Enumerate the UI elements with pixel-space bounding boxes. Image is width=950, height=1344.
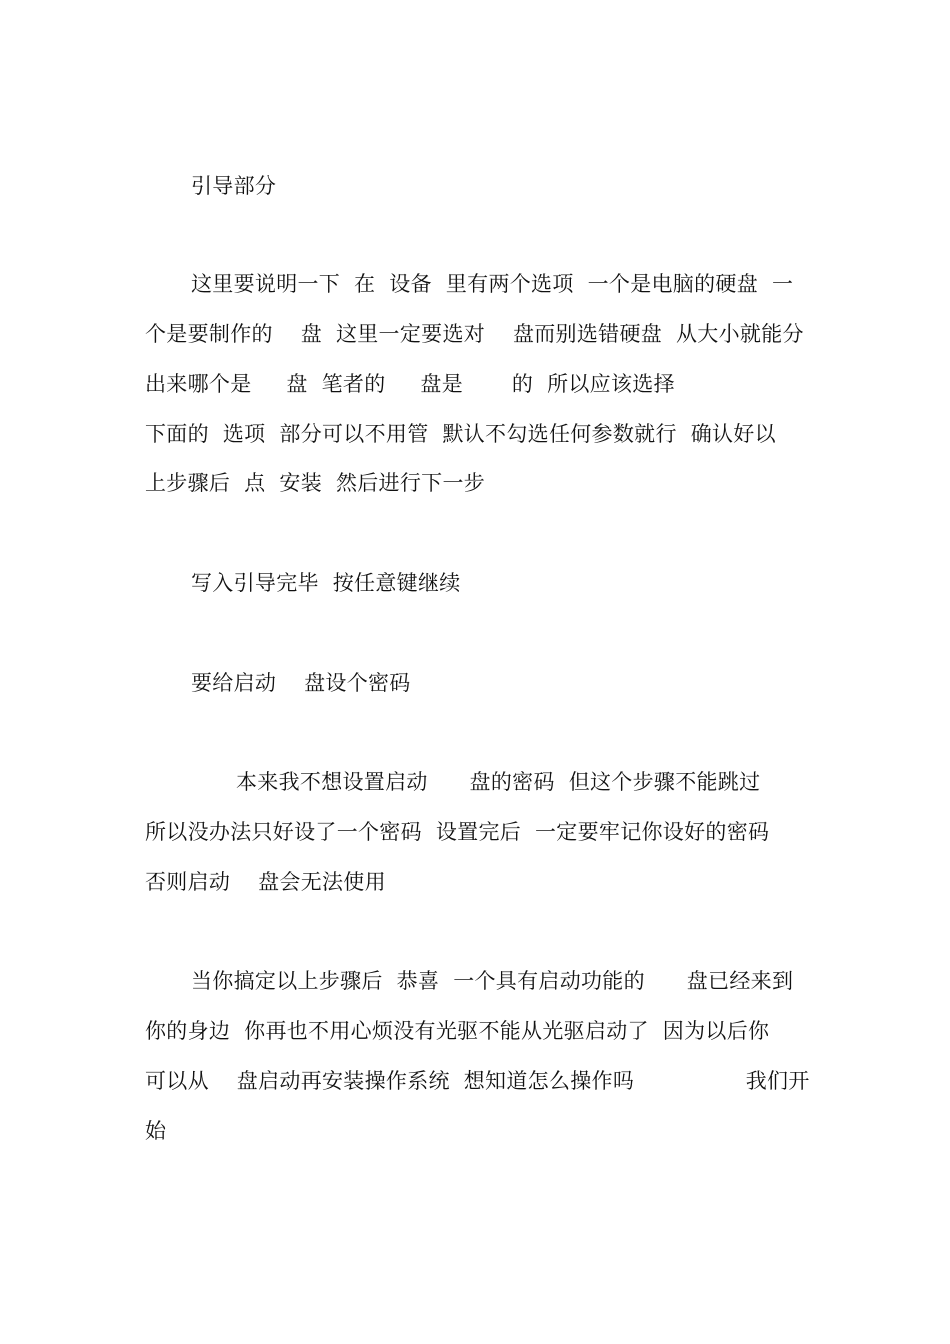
paragraph-line: 个是要制作的 盘 这里一定要选对 盘而别选错硬盘 从大小就能分 bbox=[145, 322, 804, 346]
paragraph-line: 下面的 选项 部分可以不用管 默认不勾选任何参数就行 确认好以 bbox=[145, 422, 776, 446]
section-heading-password: 要给启动 盘设个密码 bbox=[191, 671, 411, 695]
line-write-complete: 写入引导完毕 按任意键继续 bbox=[191, 571, 461, 595]
paragraph-line: 否则启动 盘会无法使用 bbox=[145, 870, 386, 894]
paragraph-line: 所以没办法只好设了一个密码 设置完后 一定要牢记你设好的密码 bbox=[145, 820, 770, 844]
paragraph-line: 当你搞定以上步骤后 恭喜 一个具有启动功能的 盘已经来到 bbox=[191, 969, 794, 993]
paragraph-line: 始 bbox=[145, 1119, 167, 1143]
paragraph-line: 这里要说明一下 在 设备 里有两个选项 一个是电脑的硬盘 一 bbox=[191, 272, 794, 296]
section-heading-boot: 引导部分 bbox=[191, 174, 277, 198]
paragraph-line: 出来哪个是 盘 笔者的 盘是 的 所以应该选择 bbox=[145, 372, 675, 396]
paragraph-line: 可以从 盘启动再安装操作系统 想知道怎么操作吗 我们开 bbox=[145, 1069, 810, 1093]
paragraph-line: 本来我不想设置启动 盘的密码 但这个步骤不能跳过 bbox=[236, 770, 761, 794]
paragraph-line: 上步骤后 点 安装 然后进行下一步 bbox=[145, 471, 486, 495]
paragraph-line: 你的身边 你再也不用心烦没有光驱不能从光驱启动了 因为以后你 bbox=[145, 1019, 770, 1043]
